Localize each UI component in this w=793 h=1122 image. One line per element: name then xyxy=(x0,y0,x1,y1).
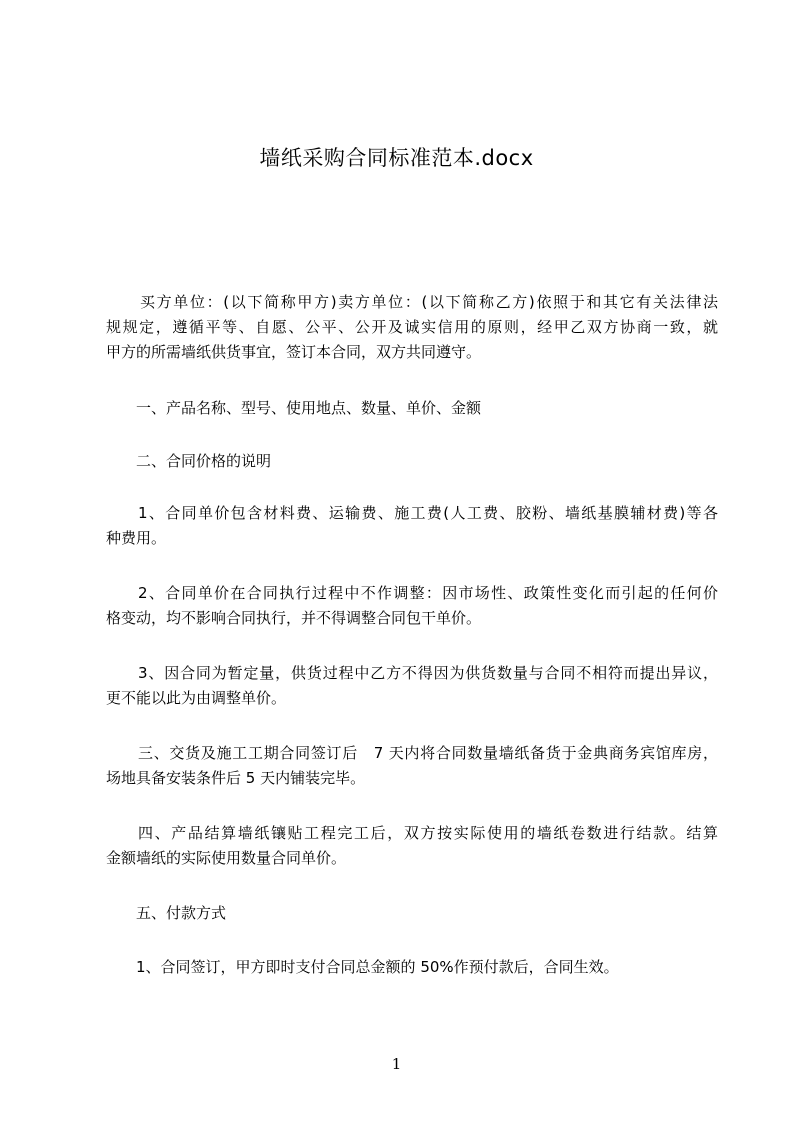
clause-2-3 xyxy=(106,661,718,711)
clause-2-3-line-2: 更不能以此为由调整单价。 xyxy=(106,689,287,707)
section-4-paragraph xyxy=(106,821,718,871)
intro-paragraph xyxy=(106,290,718,365)
section-3-line-2: 场地具备安装条件后 5 天内铺装完毕。 xyxy=(106,769,366,787)
clause-5-1: 1、合同签订，甲方即时支付合同总金额的 50%作预付款后，合同生效。 xyxy=(136,958,619,976)
section-4-line-2: 金额墙纸的实际使用数量合同单价。 xyxy=(106,849,347,867)
section-5-heading: 五、付款方式 xyxy=(136,904,227,922)
clause-2-2-line-1: 2、合同单价在合同执行过程中不作调整：因市场性、政策性变化而引起的任何价 xyxy=(138,584,718,602)
document-title: 墙纸采购合同标准范本.docx xyxy=(259,146,534,170)
clause-2-1 xyxy=(106,501,718,551)
intro-line-1: 买方单位：(以下简称甲方)卖方单位：(以下简称乙方)依照于和其它有关法律法 xyxy=(140,293,718,311)
intro-line-2: 规规定，遵循平等、自愿、公平、公开及诚实信用的原则，经甲乙双方协商一致，就 xyxy=(106,318,718,336)
section-3-line-1: 三、交货及施工工期合同签订后 7 天内将合同数量墙纸备货于金典商务宾馆库房， xyxy=(138,744,718,762)
page-number: 1 xyxy=(391,1055,402,1073)
section-1-heading: 一、产品名称、型号、使用地点、数量、单价、金额 xyxy=(136,399,482,417)
clause-2-3-line-1: 3、因合同为暂定量，供货过程中乙方不得因为供货数量与合同不相符而提出异议， xyxy=(138,664,718,682)
section-2-heading: 二、合同价格的说明 xyxy=(136,452,272,470)
clause-2-1-line-2: 种费用。 xyxy=(106,529,167,547)
section-3-paragraph xyxy=(106,741,718,791)
clause-2-1-line-1: 1、合同单价包含材料费、运输费、施工费(人工费、胶粉、墙纸基膜辅材费)等各 xyxy=(138,504,718,522)
intro-line-3: 甲方的所需墙纸供货事宜，签订本合同，双方共同遵守。 xyxy=(106,343,482,361)
section-4-line-1: 四、产品结算墙纸镶贴工程完工后，双方按实际使用的墙纸卷数进行结款。结算 xyxy=(138,824,718,842)
clause-2-2 xyxy=(106,581,718,631)
clause-2-2-line-2: 格变动，均不影响合同执行，并不得调整合同包干单价。 xyxy=(106,609,482,627)
